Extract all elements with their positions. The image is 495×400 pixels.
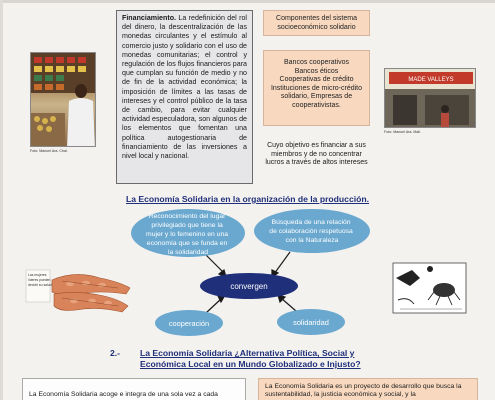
component-item: Cooperativas de crédito [279, 76, 354, 84]
clipping-text: Las mujeres líderes pueden decidir su salud [28, 273, 52, 287]
node-solidaridad-text: solidaridad [293, 318, 329, 327]
bottom-left-text: La Economía Solidaria acoge e integra de una sola vez a cada [29, 391, 218, 398]
components-objective: Cuyo objetivo es financiar a sus miembros y de no concentrar lucros a través de altos intereses [265, 142, 368, 167]
component-item: Instituciones de micro-crédito [270, 84, 363, 92]
financiamiento-text: La redefinición del rol del dinero, la descentralización de las monedas circulantes y el estímulo al comercio justo y solidario con el uso de monedas comunitarias; el control y regulación de los flujos financieros para que cumplan su función de medio y no de fin de la actividad económica; la imposición de límites a las tasas de intereses y el control público de la tasa de cambio, para evitar cualquier actividad especuladora, son algunos de los elementos que fomentan una política autogestionaria de financiamiento de las inversiones a nivel local y nacional. [122, 14, 247, 161]
node-cooperacion-text: cooperación [168, 319, 210, 328]
bottom-left-box [22, 378, 246, 400]
left-photo-caption: Foto: Manuel Ara. Chal. [30, 149, 68, 153]
bottom-right-box [258, 378, 478, 400]
component-item: Bancos cooperativos [284, 59, 349, 66]
storefront-sign-text: MADE VALLEYS [408, 77, 454, 83]
node-nature-text: Búsqueda de una relación de colaboración respetuosa con la Naturaleza [269, 219, 353, 244]
node-convergen-text: convergen [230, 282, 268, 291]
arrow-line [281, 298, 296, 311]
section-2-title-line-1: La Economía Solidaria ¿Alternativa Política, Social y [140, 348, 355, 358]
cartoon-illustration [393, 263, 466, 313]
section-number: 2.- [110, 348, 121, 358]
section-2-title-line-2: Económica Local en un Mundo Globalizado e Injusto? [140, 359, 361, 369]
components-title: Componentes del sistema socioeconómico solidario [276, 15, 357, 31]
newspaper-clipping-illustration [26, 270, 130, 312]
component-item: Bancos éticos [294, 67, 339, 75]
node-women-feminine-text: Reconocimiento del lugar privilegiado que tiene la mujer y lo femenino en una economía que se funda en la solidaridad [146, 213, 229, 256]
component-item: solidario, Empresas de [280, 93, 353, 101]
bottom-right-text: La Economía Solidaria es un proyecto de desarrollo que busca la sustentabilidad, la justicia económica y social, y la [265, 383, 462, 399]
right-photo-caption: Foto: Manuel Ara. Mali. [384, 130, 421, 134]
component-item: cooperativistas. [292, 101, 341, 109]
section-title: La Economía Solidaria en la organización de la producción. [125, 194, 370, 204]
arrow-line [274, 252, 290, 274]
financiamiento-heading: Financiamiento. [122, 14, 176, 22]
